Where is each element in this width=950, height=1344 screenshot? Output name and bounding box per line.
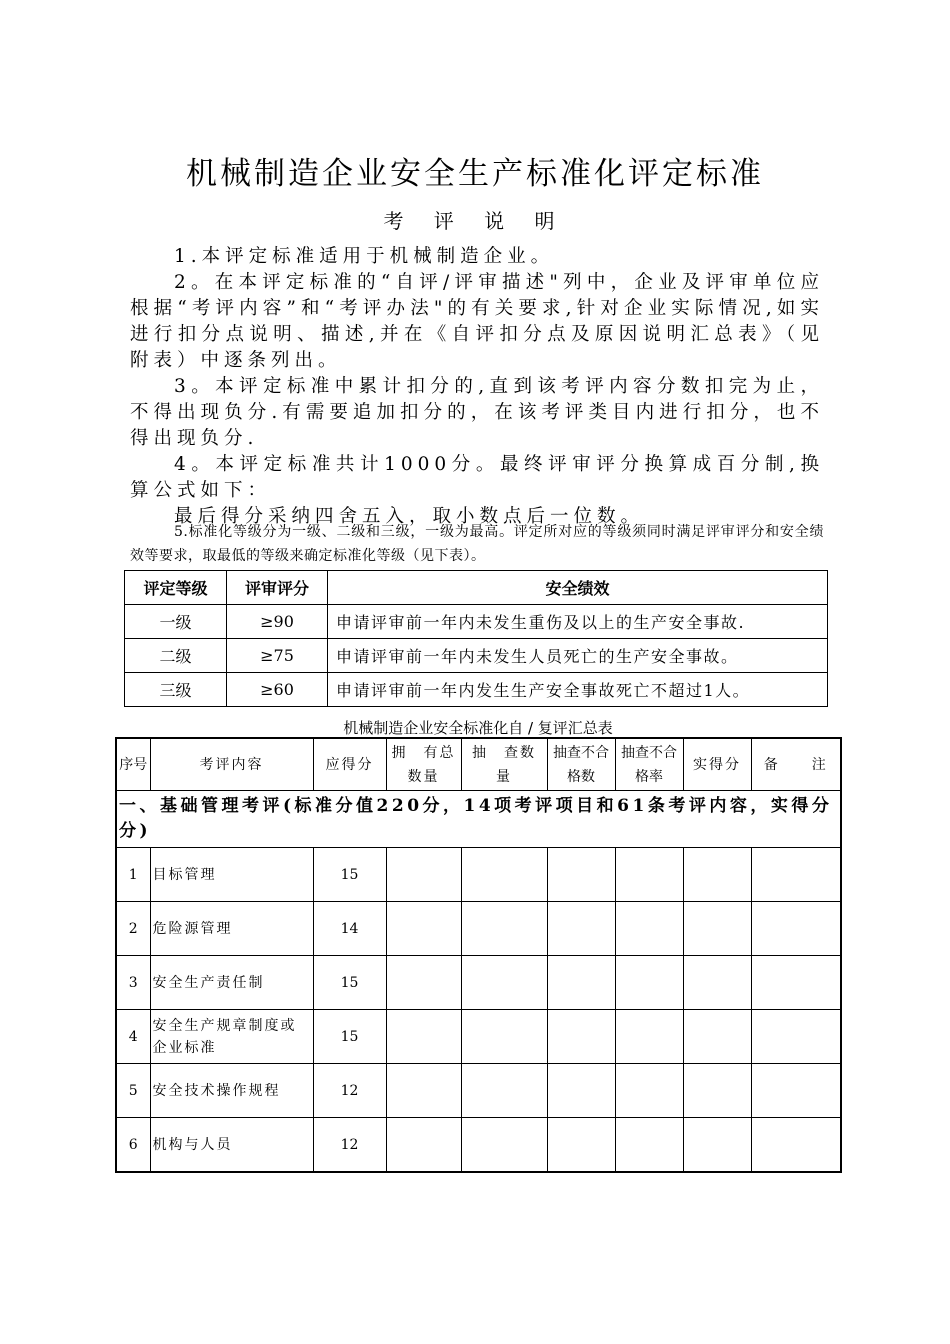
empty-cell[interactable] (751, 1010, 841, 1064)
header-cell: 拥 有总数量 (386, 738, 461, 791)
row-number: 4 (116, 1010, 150, 1064)
empty-cell[interactable] (683, 1064, 751, 1118)
empty-cell[interactable] (386, 1118, 461, 1173)
document-title: 机械制造企业安全生产标准化评定标准 (186, 156, 764, 192)
empty-cell[interactable] (615, 956, 683, 1010)
empty-cell[interactable] (547, 1064, 615, 1118)
empty-cell[interactable] (461, 1010, 547, 1064)
section-row (116, 791, 841, 848)
paragraph: 4。本评定标准共计1000分。最终评审评分换算成百分制,换算公式如下： (130, 454, 824, 501)
instructions (130, 244, 824, 530)
table-row (116, 848, 841, 902)
item-name: 机构与人员 (150, 1118, 313, 1173)
paragraph: 1.本评定标准适用于机械制造企业。 (174, 246, 555, 267)
standard-score: 15 (313, 848, 386, 902)
row-number: 2 (116, 902, 150, 956)
header-cell: 序号 (116, 738, 150, 791)
paragraph-5: 5.标准化等级分为一级、二级和三级，一级为最高。评定所对应的等级须同时满足评审评分和安全绩效等要求，取最低的等级来确定标准化等级（见下表）。 (130, 524, 824, 564)
empty-cell[interactable] (461, 1064, 547, 1118)
row-number: 5 (116, 1064, 150, 1118)
empty-cell[interactable] (386, 1064, 461, 1118)
grade-cell: 三级 (125, 673, 227, 707)
header-cell: 抽 查数 量 (461, 738, 547, 791)
score-cell: ≥90 (227, 605, 328, 639)
empty-cell[interactable] (386, 902, 461, 956)
empty-cell[interactable] (615, 848, 683, 902)
table-row (116, 1064, 841, 1118)
row-number: 1 (116, 848, 150, 902)
empty-cell[interactable] (683, 902, 751, 956)
paragraph: 最后得分采纳四舍五入，取小数点后一位数。 (174, 506, 645, 527)
empty-cell[interactable] (547, 848, 615, 902)
summary-table (115, 737, 842, 1173)
empty-cell[interactable] (386, 956, 461, 1010)
standard-score: 15 (313, 956, 386, 1010)
empty-cell[interactable] (547, 1010, 615, 1064)
performance-cell: 申请评审前一年内未发生人员死亡的生产安全事故。 (328, 639, 828, 673)
empty-cell[interactable] (386, 1010, 461, 1064)
standard-score: 12 (313, 1064, 386, 1118)
score-cell: ≥75 (227, 639, 328, 673)
empty-cell[interactable] (751, 956, 841, 1010)
table-row (116, 956, 841, 1010)
performance-cell: 申请评审前一年内未发生重伤及以上的生产安全事故. (328, 605, 828, 639)
header-cell: 备 注 (751, 738, 841, 791)
empty-cell[interactable] (461, 1118, 547, 1173)
table-row (116, 902, 841, 956)
summary-table-caption: 机械制造企业安全标准化自 / 复评汇总表 (343, 719, 613, 737)
table-row (125, 673, 828, 707)
item-name: 危险源管理 (150, 902, 313, 956)
header-cell: 评审评分 (227, 571, 328, 605)
item-name: 目标管理 (150, 848, 313, 902)
empty-cell[interactable] (751, 902, 841, 956)
empty-cell[interactable] (751, 1118, 841, 1173)
header-cell: 抽查不合格率 (615, 738, 683, 791)
empty-cell[interactable] (751, 848, 841, 902)
grade-cell: 一级 (125, 605, 227, 639)
header-cell: 应得分 (313, 738, 386, 791)
row-number: 6 (116, 1118, 150, 1173)
header-cell: 安全绩效 (328, 571, 828, 605)
empty-cell[interactable] (547, 956, 615, 1010)
header-cell: 评定等级 (125, 571, 227, 605)
item-name: 安全技术操作规程 (150, 1064, 313, 1118)
empty-cell[interactable] (615, 902, 683, 956)
table-row (125, 639, 828, 673)
empty-cell[interactable] (615, 1118, 683, 1173)
standard-score: 12 (313, 1118, 386, 1173)
table-header-row (116, 738, 841, 791)
section-title: 一、基础管理考评(标准分值220分，14项考评项目和61条考评内容，实得分分) (116, 791, 841, 848)
empty-cell[interactable] (461, 902, 547, 956)
grade-table (124, 570, 828, 707)
empty-cell[interactable] (683, 848, 751, 902)
empty-cell[interactable] (683, 1118, 751, 1173)
performance-cell: 申请评审前一年内发生生产安全事故死亡不超过1人。 (328, 673, 828, 707)
table-header-row (125, 571, 828, 605)
empty-cell[interactable] (683, 1010, 751, 1064)
paragraph: 3。本评定标准中累计扣分的,直到该考评内容分数扣完为止，不得出现负分.有需要追加扣分的，在该考评类目内进行扣分，也不得出现负分. (130, 376, 824, 449)
standard-score: 14 (313, 902, 386, 956)
empty-cell[interactable] (461, 848, 547, 902)
empty-cell[interactable] (547, 1118, 615, 1173)
item-name: 安全生产规章制度或企业标准 (150, 1010, 313, 1064)
header-cell: 抽查不合格数 (547, 738, 615, 791)
empty-cell[interactable] (683, 956, 751, 1010)
header-cell: 考评内容 (150, 738, 313, 791)
empty-cell[interactable] (751, 1064, 841, 1118)
empty-cell[interactable] (615, 1064, 683, 1118)
standard-score: 15 (313, 1010, 386, 1064)
section-subtitle: 考 评 说 明 (383, 209, 567, 233)
header-cell: 实得分 (683, 738, 751, 791)
score-cell: ≥60 (227, 673, 328, 707)
table-row (116, 1010, 841, 1064)
grade-cell: 二级 (125, 639, 227, 673)
table-row (125, 605, 828, 639)
empty-cell[interactable] (386, 848, 461, 902)
table-row (116, 1118, 841, 1173)
row-number: 3 (116, 956, 150, 1010)
item-name: 安全生产责任制 (150, 956, 313, 1010)
paragraph: 2。在本评定标准的“自评/评审描述"列中，企业及评审单位应根据“考评内容”和“考评办法"的有关要求,针对企业实际情况,如实进行扣分点说明、描述,并在《自评扣分点及原因说明汇总表》（见附表）中逐条列出。 (130, 272, 824, 371)
empty-cell[interactable] (461, 956, 547, 1010)
empty-cell[interactable] (615, 1010, 683, 1064)
empty-cell[interactable] (547, 902, 615, 956)
